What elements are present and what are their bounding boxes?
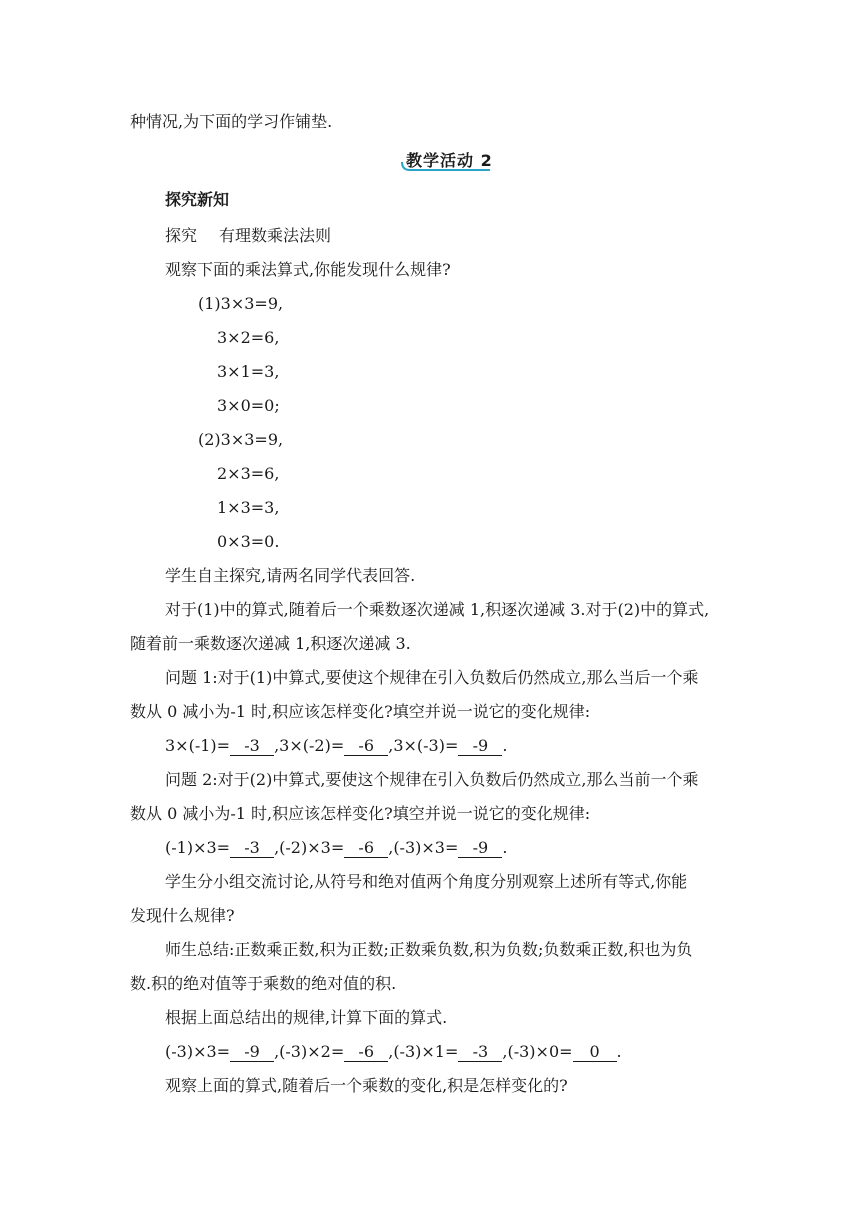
question2-line-1: 问题 2:对于(2)中算式,要使这个规律在引入负数后仍然成立,那么当前一个乘 [165,770,699,789]
answer-blank: -6 [344,737,388,756]
eq1-sep-1: , [274,736,280,755]
eq3-sep-3: , [502,1042,508,1061]
equation-row-2 [165,838,507,858]
eq2-sep-3: . [502,838,508,857]
last-line: 观察上面的算式,随着后一个乘数的变化,积是怎样变化的? [165,1076,568,1095]
g2-eq-4: 0×3=0. [217,532,280,551]
question1-line-2: 数从 0 减小为-1 时,积应该怎样变化?填空并说一说它的变化规律: [130,702,591,721]
summary-line-2: 数.积的绝对值等于乘数的绝对值的积. [130,974,397,993]
g1-eq-3: 3×1=3, [217,362,280,381]
intro-tail: 种情况,为下面的学习作铺垫. [130,112,333,131]
eq2-sep-1: , [274,838,280,857]
g1-eq-1: (1)3×3=9, [198,294,284,313]
explore-label: 探究 [165,226,198,245]
eq1-lhs-2: 3×(-2)= [279,736,345,755]
summary-line-1: 师生总结:正数乘正数,积为正数;正数乘负数,积为负数;负数乘正数,积也为负 [165,940,693,959]
explore-line [165,226,331,246]
g2-eq-1: (2)3×3=9, [198,430,284,449]
eq1-lhs-1: 3×(-1)= [165,736,231,755]
eq3-sep-1: , [274,1042,280,1061]
answer-blank: -3 [230,737,274,756]
group-line-1: 学生分小组交流讨论,从符号和绝对值两个角度分别观察上述所有等式,你能 [165,872,688,891]
answer-blank: -3 [230,839,274,858]
g2-eq-3: 1×3=3, [217,498,280,517]
answer-line-1: 对于(1)中的算式,随着后一个乘数逐次递减 1,积逐次递减 3.对于(2)中的算式, [165,600,710,619]
g2-eq-2: 2×3=6, [217,464,280,483]
answer-line-2: 随着前一乘数逐次递减 1,积逐次递减 3. [130,634,411,653]
eq3-lhs-4: (-3)×0= [507,1042,573,1061]
calc-line: 根据上面总结出的规律,计算下面的算式. [165,1008,448,1027]
explore-topic: 有理数乘法法则 [219,226,332,245]
answer-blank: -6 [344,1043,388,1062]
eq1-sep-2: , [388,736,394,755]
section-title-badge [398,148,494,174]
g1-eq-2: 3×2=6, [217,328,280,347]
group-line-2: 发现什么规律? [130,906,235,925]
answer-blank: -3 [458,1043,502,1062]
equation-row-3 [165,1042,622,1062]
eq3-lhs-2: (-3)×2= [279,1042,345,1061]
question2-line-2: 数从 0 减小为-1 时,积应该怎样变化?填空并说一说它的变化规律: [130,804,591,823]
question1-line-1: 问题 1:对于(1)中算式,要使这个规律在引入负数后仍然成立,那么当后一个乘 [165,668,699,687]
answer-blank: -9 [458,839,502,858]
eq3-sep-4: . [616,1042,622,1061]
eq2-lhs-3: (-3)×3= [393,838,459,857]
eq1-lhs-3: 3×(-3)= [393,736,459,755]
heading: 探究新知 [165,190,230,209]
equation-row-1 [165,736,507,756]
student-line: 学生自主探究,请两名同学代表回答. [165,566,416,585]
eq1-sep-3: . [502,736,508,755]
answer-blank: -6 [344,839,388,858]
section-title: 教学活动 2 [406,151,493,170]
answer-blank: -9 [458,737,502,756]
answer-blank: -9 [230,1043,274,1062]
g1-eq-4: 3×0=0; [217,396,280,415]
eq3-sep-2: , [388,1042,394,1061]
eq2-sep-2: , [388,838,394,857]
eq3-lhs-1: (-3)×3= [165,1042,231,1061]
observe-line: 观察下面的乘法算式,你能发现什么规律? [165,260,451,279]
eq2-lhs-2: (-2)×3= [279,838,345,857]
answer-blank: 0 [573,1043,617,1062]
eq2-lhs-1: (-1)×3= [165,838,231,857]
eq3-lhs-3: (-3)×1= [393,1042,459,1061]
